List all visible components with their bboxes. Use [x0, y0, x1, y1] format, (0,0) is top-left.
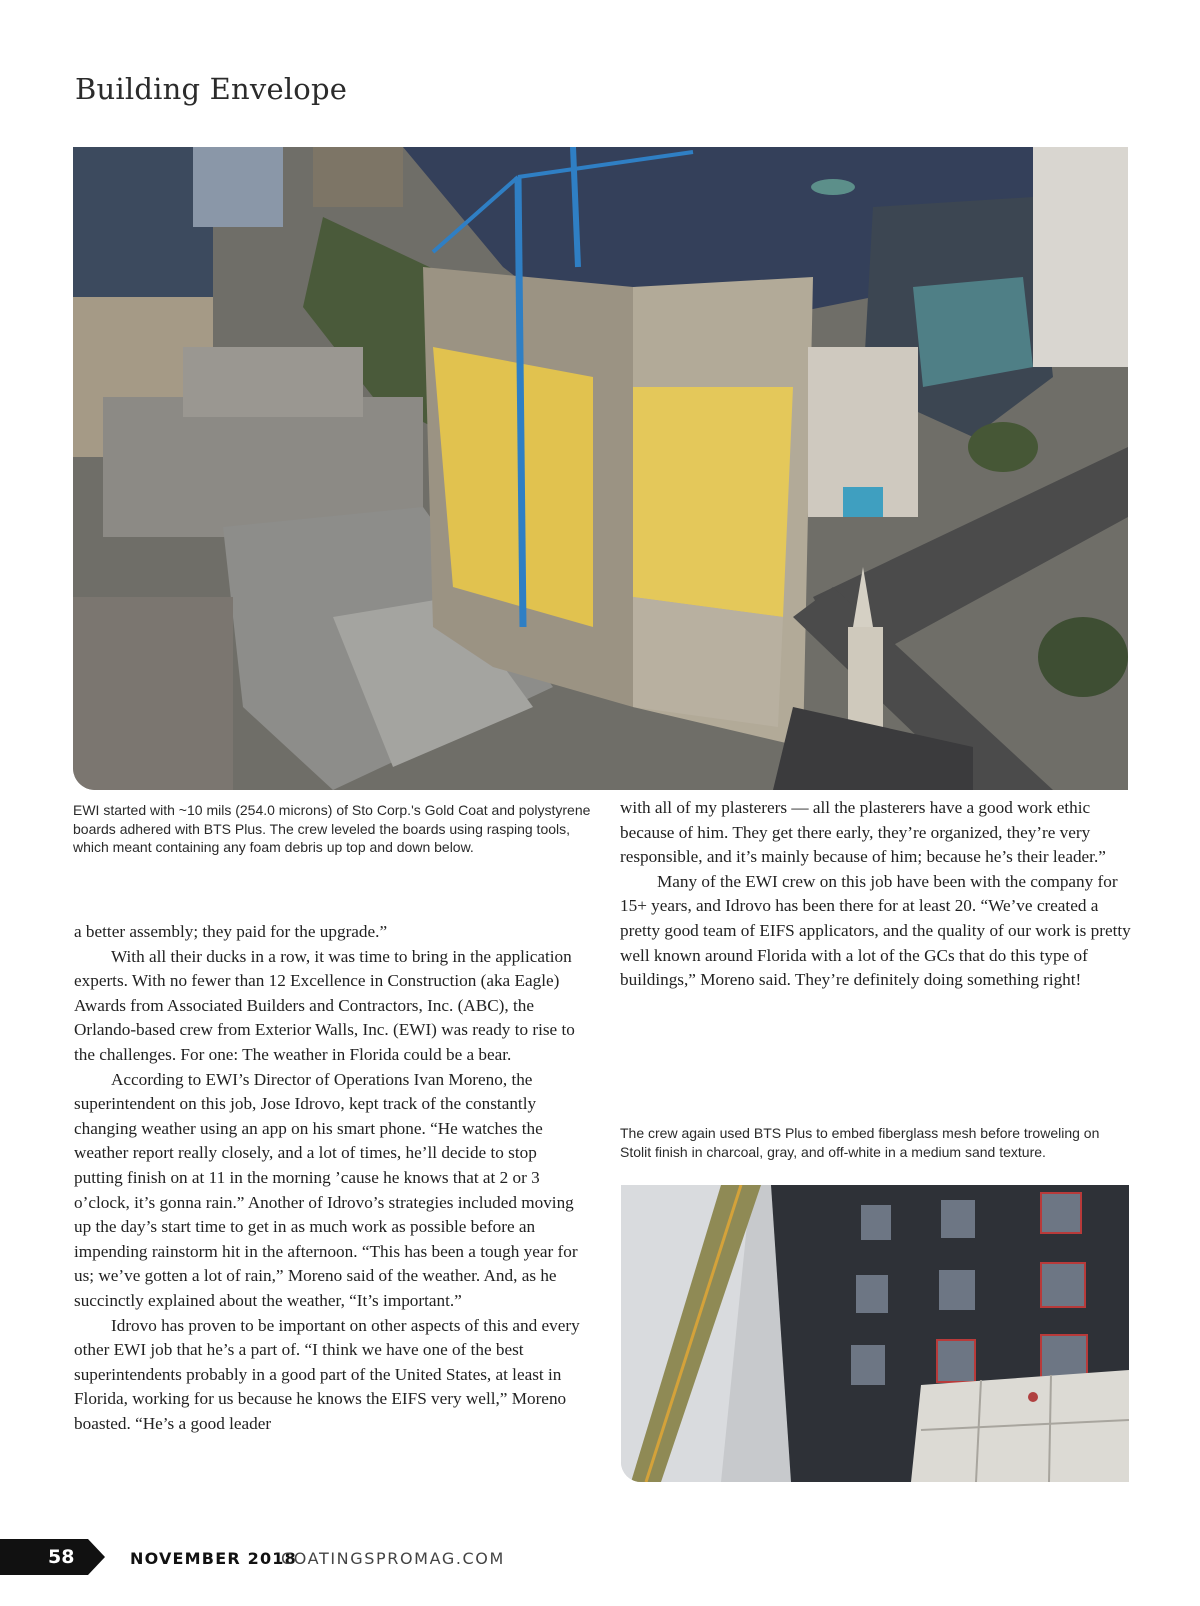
article-paragraph: Many of the EWI crew on this job have been with the company for 15+ years, and Idrovo has been there for at least 20. “We’ve created a pretty good team of EIFS applicators, and the quality of our work is pretty well known around Florida with a lot of the GCs that do this type of buildings,” Moreno said. They’re definitely doing something right!	[620, 871, 1131, 990]
article-paragraph: a better assembly; they paid for the upgrade.”	[74, 922, 388, 941]
article-paragraph: with all of my plasterers — all the plasterers have a good work ethic because of him. They get there early, they’re organized, they’re very responsible, and it’s mainly because of him; because he’s their leader.”	[620, 798, 1106, 867]
article-paragraph: Idrovo has proven to be important on other aspects of this and every other EWI job that he’s a part of. “I think we have one of the best superintendents probably in a good part of the United States, at least in Florida, working for us because he knows the EIFS very well,” Moreno boasted. “He’s a good leader	[74, 1315, 580, 1433]
page-number: 58	[48, 1546, 75, 1568]
page-footer	[0, 1539, 1200, 1575]
article-paragraph: According to EWI’s Director of Operations Ivan Moreno, the superintendent on this job, Jose Idrovo, kept track of the constantly changing weather using an app on his smart phone. “He watches the weather report really closely, and a lot of times, he’ll decide to stop putting finish on at 11 in the morning ’cause he knows that at 2 or 3 o’clock, it’s gonna rain.” Another of Idrovo’s strategies included moving up the day’s start time to get in as much work as possible before an impending rainstorm hit in the afternoon. “This has been a tough year for us; we’ve gotten a lot of rain,” Moreno said of the weather. And, as he succinctly explained about the weather, “It’s important.”	[74, 1069, 578, 1310]
article-column-right	[620, 796, 1132, 993]
main-photo-caption: EWI started with ~10 mils (254.0 microns) of Sto Corp.'s Gold Coat and polystyrene boards adhered with BTS Plus. The crew leveled the boards using rasping tools, which meant containing any foam debris up top and down below.	[73, 802, 591, 855]
website-url: COATINGSPROMAG.COM	[281, 1549, 505, 1568]
section-title: Building Envelope	[75, 72, 348, 106]
aerial-construction-photo	[73, 147, 1128, 790]
article-paragraph: With all their ducks in a row, it was time to bring in the application experts. With no fewer than 12 Excellence in Construction (aka Eagle) Awards from Associated Builders and Contractors, Inc. (ABC), the Orlando-based crew from Exterior Walls, Inc. (EWI) was ready to rise to the challenges. For one: The weather in Florida could be a bear.	[74, 946, 575, 1064]
article-column-left	[74, 920, 589, 1436]
facade-photo	[621, 1185, 1129, 1482]
side-photo-caption: The crew again used BTS Plus to embed fiberglass mesh before troweling on Stolit finish in charcoal, gray, and off-white in a medium sand texture.	[620, 1125, 1100, 1160]
issue-date: NOVEMBER 2018	[130, 1549, 297, 1568]
page-number-tab	[0, 1539, 105, 1575]
